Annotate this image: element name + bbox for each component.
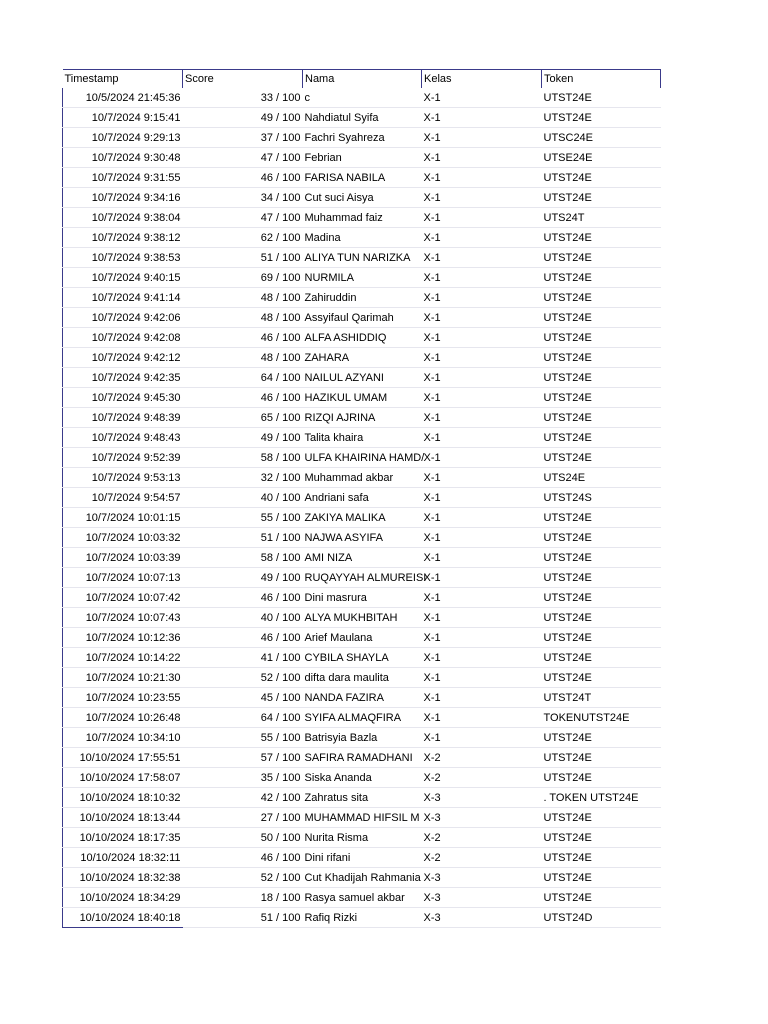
timestamp-cell: 10/10/2024 18:40:18 <box>63 908 183 928</box>
table-row <box>63 148 661 168</box>
timestamp-cell: 10/7/2024 9:31:55 <box>63 168 183 188</box>
token-cell: UTST24D <box>542 908 661 928</box>
score-cell: 51 / 100 <box>183 528 303 548</box>
timestamp-cell: 10/7/2024 9:29:13 <box>63 128 183 148</box>
nama-cell: ZAKIYA MALIKA <box>303 508 422 528</box>
token-cell: UTST24E <box>542 808 661 828</box>
timestamp-cell: 10/10/2024 18:32:11 <box>63 848 183 868</box>
timestamp-cell: 10/7/2024 9:38:53 <box>63 248 183 268</box>
kelas-cell: X-3 <box>422 788 542 808</box>
kelas-cell: X-1 <box>422 668 542 688</box>
nama-cell: RIZQI AJRINA <box>303 408 422 428</box>
timestamp-cell: 10/7/2024 9:38:12 <box>63 228 183 248</box>
nama-cell: ULFA KHAIRINA HAMD/ <box>303 448 422 468</box>
table-row <box>63 768 661 788</box>
score-cell: 35 / 100 <box>183 768 303 788</box>
token-cell: UTST24S <box>542 488 661 508</box>
score-cell: 52 / 100 <box>183 868 303 888</box>
table-row <box>63 748 661 768</box>
token-cell: UTST24E <box>542 88 661 108</box>
table-row <box>63 628 661 648</box>
table-body <box>63 88 661 928</box>
nama-cell: Rafiq Rizki <box>303 908 422 928</box>
table-row <box>63 788 661 808</box>
kelas-cell: X-2 <box>422 828 542 848</box>
token-cell: UTST24E <box>542 868 661 888</box>
table-row <box>63 248 661 268</box>
token-cell: UTST24E <box>542 408 661 428</box>
kelas-cell: X-1 <box>422 368 542 388</box>
score-cell: 57 / 100 <box>183 748 303 768</box>
timestamp-cell: 10/7/2024 10:03:39 <box>63 548 183 568</box>
token-cell: UTST24E <box>542 748 661 768</box>
table-row <box>63 188 661 208</box>
table-row <box>63 648 661 668</box>
table-row <box>63 708 661 728</box>
kelas-cell: X-1 <box>422 628 542 648</box>
nama-cell: Muhammad faiz <box>303 208 422 228</box>
kelas-cell: X-1 <box>422 328 542 348</box>
token-cell: UTST24E <box>542 628 661 648</box>
nama-cell: difta dara maulita <box>303 668 422 688</box>
kelas-cell: X-1 <box>422 488 542 508</box>
kelas-cell: X-3 <box>422 908 542 928</box>
table-row <box>63 128 661 148</box>
token-cell: UTST24E <box>542 188 661 208</box>
timestamp-cell: 10/7/2024 10:07:43 <box>63 608 183 628</box>
table-row <box>63 168 661 188</box>
column-header-kelas: Kelas <box>422 70 542 89</box>
token-cell: UTS24E <box>542 468 661 488</box>
score-cell: 41 / 100 <box>183 648 303 668</box>
nama-cell: NANDA FAZIRA <box>303 688 422 708</box>
kelas-cell: X-1 <box>422 568 542 588</box>
header-row <box>63 70 661 89</box>
token-cell: UTST24E <box>542 848 661 868</box>
nama-cell: Muhammad akbar <box>303 468 422 488</box>
timestamp-cell: 10/7/2024 10:01:15 <box>63 508 183 528</box>
nama-cell: MUHAMMAD HIFSIL M <box>303 808 422 828</box>
token-cell: UTST24E <box>542 348 661 368</box>
score-cell: 46 / 100 <box>183 628 303 648</box>
table-row <box>63 508 661 528</box>
table-row <box>63 88 661 108</box>
timestamp-cell: 10/7/2024 9:30:48 <box>63 148 183 168</box>
score-cell: 51 / 100 <box>183 908 303 928</box>
nama-cell: Nurita Risma <box>303 828 422 848</box>
token-cell: UTST24T <box>542 688 661 708</box>
table-row <box>63 868 661 888</box>
kelas-cell: X-1 <box>422 148 542 168</box>
score-cell: 48 / 100 <box>183 348 303 368</box>
kelas-cell: X-1 <box>422 588 542 608</box>
token-cell: UTST24E <box>542 668 661 688</box>
score-cell: 55 / 100 <box>183 728 303 748</box>
table-row <box>63 488 661 508</box>
score-cell: 33 / 100 <box>183 88 303 108</box>
kelas-cell: X-1 <box>422 188 542 208</box>
timestamp-cell: 10/7/2024 9:40:15 <box>63 268 183 288</box>
score-cell: 47 / 100 <box>183 208 303 228</box>
nama-cell: SAFIRA RAMADHANI <box>303 748 422 768</box>
timestamp-cell: 10/7/2024 10:14:22 <box>63 648 183 668</box>
timestamp-cell: 10/7/2024 9:48:39 <box>63 408 183 428</box>
score-cell: 51 / 100 <box>183 248 303 268</box>
score-cell: 69 / 100 <box>183 268 303 288</box>
kelas-cell: X-2 <box>422 848 542 868</box>
kelas-cell: X-1 <box>422 248 542 268</box>
timestamp-cell: 10/7/2024 9:42:35 <box>63 368 183 388</box>
table-row <box>63 328 661 348</box>
table-row <box>63 268 661 288</box>
kelas-cell: X-1 <box>422 128 542 148</box>
table-row <box>63 888 661 908</box>
timestamp-cell: 10/10/2024 18:13:44 <box>63 808 183 828</box>
kelas-cell: X-1 <box>422 88 542 108</box>
table-row <box>63 688 661 708</box>
table-row <box>63 448 661 468</box>
timestamp-cell: 10/10/2024 18:34:29 <box>63 888 183 908</box>
table-row <box>63 288 661 308</box>
score-cell: 34 / 100 <box>183 188 303 208</box>
timestamp-cell: 10/7/2024 10:07:13 <box>63 568 183 588</box>
table-row <box>63 728 661 748</box>
token-cell: UTST24E <box>542 508 661 528</box>
score-cell: 50 / 100 <box>183 828 303 848</box>
table-row <box>63 368 661 388</box>
score-cell: 46 / 100 <box>183 328 303 348</box>
timestamp-cell: 10/10/2024 18:10:32 <box>63 788 183 808</box>
token-cell: . TOKEN UTST24E <box>542 788 661 808</box>
kelas-cell: X-1 <box>422 408 542 428</box>
timestamp-cell: 10/7/2024 9:41:14 <box>63 288 183 308</box>
column-header-timestamp: Timestamp <box>63 70 183 89</box>
nama-cell: Siska Ananda <box>303 768 422 788</box>
nama-cell: Rasya samuel akbar <box>303 888 422 908</box>
nama-cell: Dini masrura <box>303 588 422 608</box>
kelas-cell: X-3 <box>422 888 542 908</box>
token-cell: UTST24E <box>542 388 661 408</box>
score-cell: 27 / 100 <box>183 808 303 828</box>
timestamp-cell: 10/7/2024 9:42:12 <box>63 348 183 368</box>
nama-cell: Cut Khadijah Rahmania <box>303 868 422 888</box>
kelas-cell: X-1 <box>422 548 542 568</box>
score-cell: 40 / 100 <box>183 608 303 628</box>
kelas-cell: X-1 <box>422 468 542 488</box>
token-cell: UTST24E <box>542 548 661 568</box>
nama-cell: Madina <box>303 228 422 248</box>
timestamp-cell: 10/7/2024 9:53:13 <box>63 468 183 488</box>
column-header-nama: Nama <box>303 70 422 89</box>
nama-cell: SYIFA ALMAQFIRA <box>303 708 422 728</box>
token-cell: UTST24E <box>542 108 661 128</box>
token-cell: UTST24E <box>542 288 661 308</box>
token-cell: UTSC24E <box>542 128 661 148</box>
token-cell: TOKENUTST24E <box>542 708 661 728</box>
table-row <box>63 468 661 488</box>
timestamp-cell: 10/10/2024 18:17:35 <box>63 828 183 848</box>
kelas-cell: X-1 <box>422 608 542 628</box>
token-cell: UTST24E <box>542 588 661 608</box>
timestamp-cell: 10/7/2024 9:52:39 <box>63 448 183 468</box>
score-cell: 46 / 100 <box>183 388 303 408</box>
score-cell: 64 / 100 <box>183 708 303 728</box>
table-row <box>63 848 661 868</box>
kelas-cell: X-2 <box>422 748 542 768</box>
timestamp-cell: 10/7/2024 10:21:30 <box>63 668 183 688</box>
nama-cell: Zahiruddin <box>303 288 422 308</box>
table-row <box>63 568 661 588</box>
token-cell: UTST24E <box>542 568 661 588</box>
score-cell: 52 / 100 <box>183 668 303 688</box>
score-cell: 48 / 100 <box>183 308 303 328</box>
nama-cell: Batrisyia Bazla <box>303 728 422 748</box>
table-row <box>63 908 661 928</box>
nama-cell: AMI NIZA <box>303 548 422 568</box>
kelas-cell: X-1 <box>422 348 542 368</box>
score-cell: 46 / 100 <box>183 168 303 188</box>
token-cell: UTST24E <box>542 228 661 248</box>
token-cell: UTSE24E <box>542 148 661 168</box>
score-cell: 45 / 100 <box>183 688 303 708</box>
table-row <box>63 548 661 568</box>
nama-cell: NAJWA ASYIFA <box>303 528 422 548</box>
timestamp-cell: 10/5/2024 21:45:36 <box>63 88 183 108</box>
nama-cell: Assyifaul Qarimah <box>303 308 422 328</box>
timestamp-cell: 10/7/2024 9:42:06 <box>63 308 183 328</box>
kelas-cell: X-1 <box>422 388 542 408</box>
token-cell: UTST24E <box>542 328 661 348</box>
kelas-cell: X-1 <box>422 528 542 548</box>
score-cell: 32 / 100 <box>183 468 303 488</box>
score-cell: 40 / 100 <box>183 488 303 508</box>
kelas-cell: X-1 <box>422 208 542 228</box>
token-cell: UTST24E <box>542 648 661 668</box>
spreadsheet <box>62 69 660 928</box>
token-cell: UTST24E <box>542 528 661 548</box>
token-cell: UTST24E <box>542 428 661 448</box>
score-cell: 49 / 100 <box>183 428 303 448</box>
score-cell: 46 / 100 <box>183 848 303 868</box>
nama-cell: ZAHARA <box>303 348 422 368</box>
column-header-token: Token <box>542 70 661 89</box>
nama-cell: Talita khaira <box>303 428 422 448</box>
score-cell: 58 / 100 <box>183 448 303 468</box>
kelas-cell: X-1 <box>422 708 542 728</box>
score-cell: 49 / 100 <box>183 568 303 588</box>
table-row <box>63 408 661 428</box>
token-cell: UTST24E <box>542 268 661 288</box>
kelas-cell: X-1 <box>422 508 542 528</box>
token-cell: UTST24E <box>542 768 661 788</box>
table-row <box>63 208 661 228</box>
table-row <box>63 808 661 828</box>
timestamp-cell: 10/7/2024 10:23:55 <box>63 688 183 708</box>
responses-table <box>62 69 661 928</box>
kelas-cell: X-1 <box>422 448 542 468</box>
column-header-score: Score <box>183 70 303 89</box>
kelas-cell: X-1 <box>422 288 542 308</box>
timestamp-cell: 10/7/2024 10:12:36 <box>63 628 183 648</box>
score-cell: 55 / 100 <box>183 508 303 528</box>
table-row <box>63 348 661 368</box>
nama-cell: c <box>303 88 422 108</box>
table-row <box>63 228 661 248</box>
table-row <box>63 608 661 628</box>
nama-cell: NAILUL AZYANI <box>303 368 422 388</box>
token-cell: UTST24E <box>542 308 661 328</box>
token-cell: UTST24E <box>542 728 661 748</box>
kelas-cell: X-3 <box>422 868 542 888</box>
kelas-cell: X-2 <box>422 768 542 788</box>
score-cell: 58 / 100 <box>183 548 303 568</box>
kelas-cell: X-1 <box>422 268 542 288</box>
table-row <box>63 428 661 448</box>
timestamp-cell: 10/7/2024 9:54:57 <box>63 488 183 508</box>
score-cell: 37 / 100 <box>183 128 303 148</box>
nama-cell: NURMILA <box>303 268 422 288</box>
score-cell: 18 / 100 <box>183 888 303 908</box>
score-cell: 64 / 100 <box>183 368 303 388</box>
token-cell: UTST24E <box>542 168 661 188</box>
nama-cell: HAZIKUL UMAM <box>303 388 422 408</box>
table-row <box>63 528 661 548</box>
kelas-cell: X-1 <box>422 228 542 248</box>
nama-cell: Fachri Syahreza <box>303 128 422 148</box>
nama-cell: Andriani safa <box>303 488 422 508</box>
table-row <box>63 108 661 128</box>
timestamp-cell: 10/7/2024 9:48:43 <box>63 428 183 448</box>
token-cell: UTST24E <box>542 368 661 388</box>
table-row <box>63 388 661 408</box>
nama-cell: FARISA NABILA <box>303 168 422 188</box>
kelas-cell: X-1 <box>422 428 542 448</box>
kelas-cell: X-1 <box>422 648 542 668</box>
nama-cell: Dini rifani <box>303 848 422 868</box>
kelas-cell: X-1 <box>422 728 542 748</box>
timestamp-cell: 10/7/2024 9:45:30 <box>63 388 183 408</box>
token-cell: UTST24E <box>542 248 661 268</box>
score-cell: 49 / 100 <box>183 108 303 128</box>
timestamp-cell: 10/7/2024 10:34:10 <box>63 728 183 748</box>
score-cell: 46 / 100 <box>183 588 303 608</box>
timestamp-cell: 10/7/2024 9:34:16 <box>63 188 183 208</box>
timestamp-cell: 10/10/2024 17:55:51 <box>63 748 183 768</box>
table-row <box>63 828 661 848</box>
timestamp-cell: 10/7/2024 9:38:04 <box>63 208 183 228</box>
table-row <box>63 588 661 608</box>
score-cell: 48 / 100 <box>183 288 303 308</box>
kelas-cell: X-1 <box>422 168 542 188</box>
nama-cell: ALYA MUKHBITAH <box>303 608 422 628</box>
timestamp-cell: 10/10/2024 18:32:38 <box>63 868 183 888</box>
token-cell: UTST24E <box>542 608 661 628</box>
nama-cell: Febrian <box>303 148 422 168</box>
kelas-cell: X-1 <box>422 308 542 328</box>
score-cell: 62 / 100 <box>183 228 303 248</box>
timestamp-cell: 10/7/2024 10:07:42 <box>63 588 183 608</box>
nama-cell: ALFA ASHIDDIQ <box>303 328 422 348</box>
nama-cell: Nahdiatul Syifa <box>303 108 422 128</box>
score-cell: 42 / 100 <box>183 788 303 808</box>
nama-cell: Arief Maulana <box>303 628 422 648</box>
nama-cell: Cut suci Aisya <box>303 188 422 208</box>
token-cell: UTS24T <box>542 208 661 228</box>
kelas-cell: X-3 <box>422 808 542 828</box>
timestamp-cell: 10/7/2024 9:15:41 <box>63 108 183 128</box>
table-row <box>63 308 661 328</box>
nama-cell: ALIYA TUN NARIZKA <box>303 248 422 268</box>
token-cell: UTST24E <box>542 828 661 848</box>
kelas-cell: X-1 <box>422 688 542 708</box>
token-cell: UTST24E <box>542 448 661 468</box>
timestamp-cell: 10/7/2024 9:42:08 <box>63 328 183 348</box>
kelas-cell: X-1 <box>422 108 542 128</box>
timestamp-cell: 10/7/2024 10:03:32 <box>63 528 183 548</box>
token-cell: UTST24E <box>542 888 661 908</box>
score-cell: 47 / 100 <box>183 148 303 168</box>
score-cell: 65 / 100 <box>183 408 303 428</box>
timestamp-cell: 10/10/2024 17:58:07 <box>63 768 183 788</box>
timestamp-cell: 10/7/2024 10:26:48 <box>63 708 183 728</box>
nama-cell: RUQAYYAH ALMUREISI <box>303 568 422 588</box>
nama-cell: Zahratus sita <box>303 788 422 808</box>
nama-cell: CYBILA SHAYLA <box>303 648 422 668</box>
table-row <box>63 668 661 688</box>
